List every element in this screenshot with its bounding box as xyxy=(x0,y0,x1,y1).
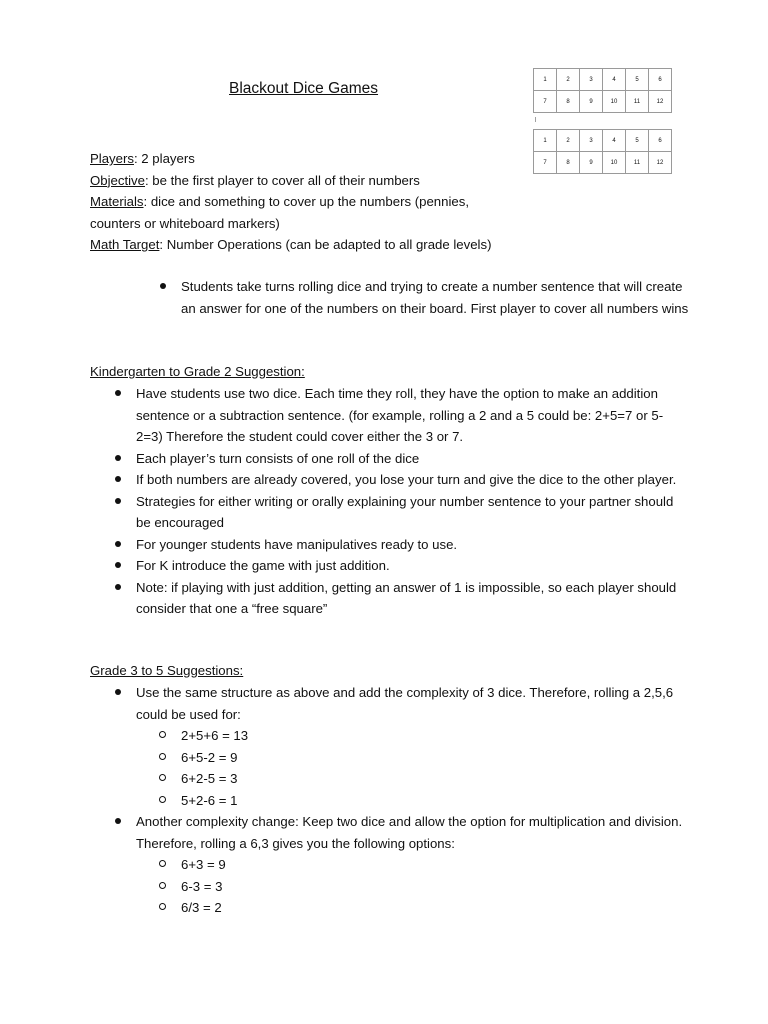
board-cell: 6 xyxy=(649,69,672,91)
g35-heading: Grade 3 to 5 Suggestions: xyxy=(90,663,244,678)
board-row xyxy=(534,69,672,91)
math-target-line xyxy=(90,234,491,256)
board-cell: 2 xyxy=(557,69,580,91)
board-row xyxy=(534,130,672,152)
board-cell: 3 xyxy=(580,130,603,152)
board-row xyxy=(534,152,672,174)
list-item: Strategies for either writing or orally explaining your number sentence to your partner should be encouraged xyxy=(115,491,685,534)
board-cell: 7 xyxy=(534,91,557,113)
board-cell: 1 xyxy=(534,130,557,152)
board-cell: 10 xyxy=(603,152,626,174)
math-target-text: : Number Operations (can be adapted to all grade levels) xyxy=(159,237,492,252)
sub-item: 6+2-5 = 3 xyxy=(115,768,685,790)
intro-section xyxy=(160,276,700,319)
list-item: Have students use two dice. Each time they roll, they have the option to make an addition sentence or a subtraction sentence. (for example, rolling a 2 and a 5 could be: 2+5=7 or 5-2=3) Therefore the student could cover either the 3 or 7. xyxy=(115,383,685,448)
sub-item: 6/3 = 2 xyxy=(115,897,685,919)
board-cell: 12 xyxy=(649,91,672,113)
board-row xyxy=(534,91,672,113)
board-cell: 7 xyxy=(534,152,557,174)
number-board-bottom xyxy=(533,129,672,174)
players-line xyxy=(90,148,491,170)
list-item: Note: if playing with just addition, getting an answer of 1 is impossible, so each player should consider that one a “free square” xyxy=(115,577,685,620)
board-cell: 5 xyxy=(626,130,649,152)
board-cell: 6 xyxy=(649,130,672,152)
document-title: Blackout Dice Games xyxy=(229,80,379,97)
board-cell: 3 xyxy=(580,69,603,91)
board-cell: 12 xyxy=(649,152,672,174)
list-item: For K introduce the game with just addition. xyxy=(115,555,685,577)
stray-mark: | xyxy=(535,117,537,123)
list-item: For younger students have manipulatives ready to use. xyxy=(115,534,685,556)
materials-line xyxy=(90,191,491,213)
players-text: : 2 players xyxy=(133,151,195,166)
board-cell: 8 xyxy=(557,152,580,174)
objective-label: Objective xyxy=(90,172,145,188)
g35-list xyxy=(115,682,685,919)
list-item: Each player’s turn consists of one roll of the dice xyxy=(115,448,685,470)
objective-text: : be the first player to cover all of their numbers xyxy=(144,172,420,188)
board-cell: 9 xyxy=(580,91,603,113)
board-cell: 2 xyxy=(557,130,580,152)
objective-line xyxy=(90,170,491,192)
board-cell: 10 xyxy=(603,91,626,113)
players-label: Players xyxy=(90,151,134,166)
math-target-label: Math Target xyxy=(90,237,160,252)
materials-label: Materials xyxy=(90,194,144,209)
board-cell: 8 xyxy=(557,91,580,113)
k2-list xyxy=(115,383,685,620)
board-cell: 11 xyxy=(626,152,649,174)
list-item: If both numbers are already covered, you lose your turn and give the dice to the other player. xyxy=(115,469,685,491)
number-board-top xyxy=(533,68,672,113)
list-item: Use the same structure as above and add the complexity of 3 dice. Therefore, rolling a 2,5,6 could be used for: xyxy=(115,682,685,725)
board-cell: 11 xyxy=(626,91,649,113)
board-cell: 9 xyxy=(580,152,603,174)
k2-heading: Kindergarten to Grade 2 Suggestion: xyxy=(90,364,305,379)
board-cell: 1 xyxy=(534,69,557,91)
board-cell: 5 xyxy=(626,69,649,91)
sub-item: 5+2-6 = 1 xyxy=(115,790,685,812)
sub-item: 6+3 = 9 xyxy=(115,854,685,876)
materials-text: : dice and something to cover up the numbers (pennies, xyxy=(143,194,469,209)
sub-item: 2+5+6 = 13 xyxy=(115,725,685,747)
sub-item: 6-3 = 3 xyxy=(115,876,685,898)
list-item: Another complexity change: Keep two dice and allow the option for multiplication and division. Therefore, rolling a 6,3 gives you the following options: xyxy=(115,811,685,854)
sub-item: 6+5-2 = 9 xyxy=(115,747,685,769)
board-cell: 4 xyxy=(603,69,626,91)
intro-bullet: Students take turns rolling dice and trying to create a number sentence that will create an answer for one of the numbers on their board. First player to cover all numbers wins xyxy=(160,276,700,319)
materials-continued: counters or whiteboard markers) xyxy=(90,215,280,231)
game-info xyxy=(90,148,491,256)
board-cell: 4 xyxy=(603,130,626,152)
